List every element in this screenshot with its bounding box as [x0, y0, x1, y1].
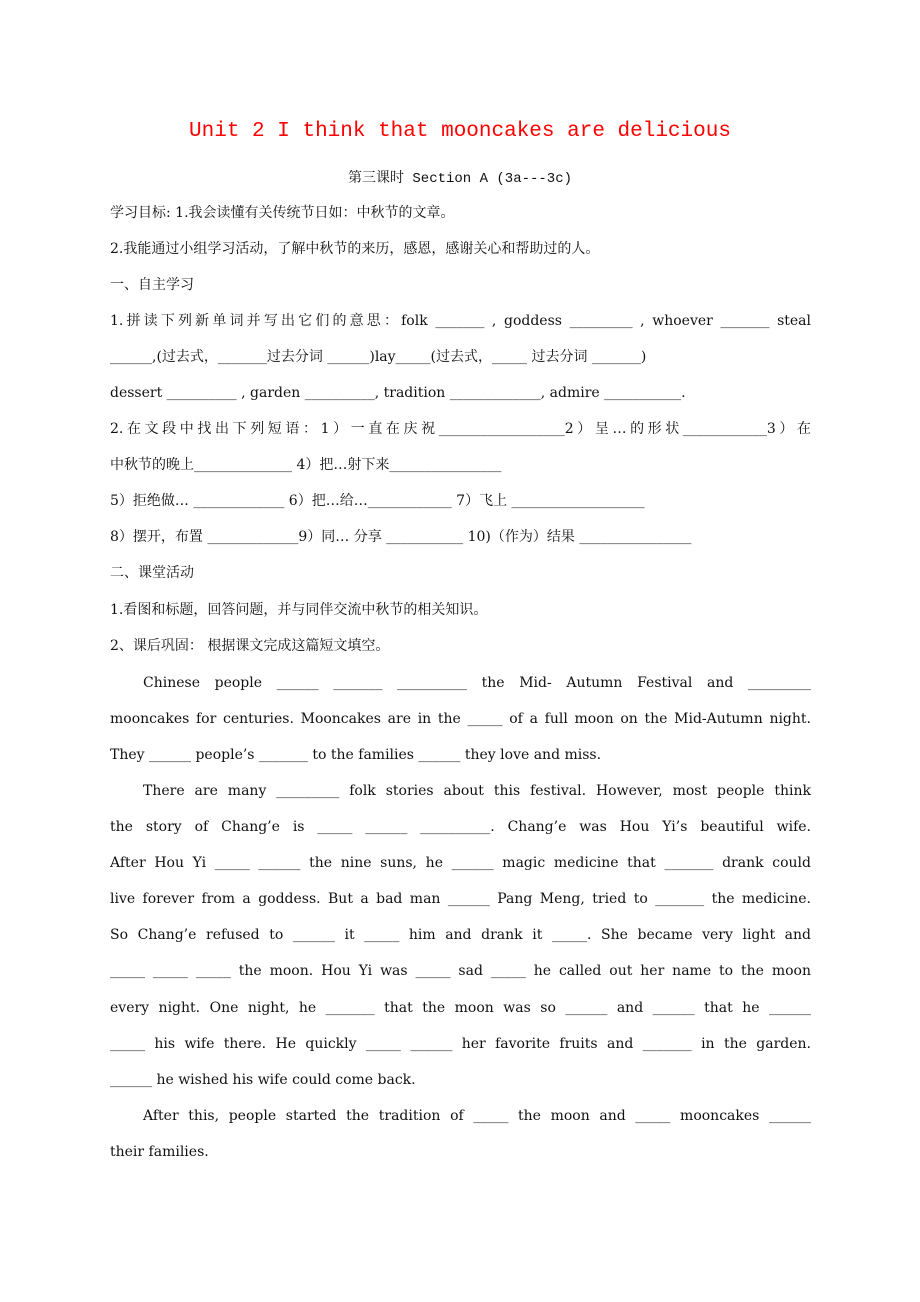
passage-line: every night. One night, he _______ that the moon was so ______ and ______ that he ______ [110, 1000, 811, 1016]
phrases-line-3: 5）拒绝做… _____________ 6）把…给…____________ 7）飞上 ___________________ [110, 493, 645, 509]
passage-line: After this, people started the tradition of _____ the moon and _____ mooncakes ______ [143, 1108, 811, 1124]
document-title: Unit 2 I think that mooncakes are delicious [189, 120, 731, 143]
activity-1: 1.看图和标题，回答问题，并与同伴交流中秋节的相关知识。 [110, 602, 488, 618]
passage-line: Chinese people ______ _______ __________ the Mid- Autumn Festival and _________ [143, 675, 811, 691]
passage-line: mooncakes for centuries. Mooncakes are in the _____ of a full moon on the Mid-Autumn night. [110, 711, 811, 727]
activity-2: 2、课后巩固： 根据课文完成这篇短文填空。 [110, 638, 390, 654]
passage-line: After Hou Yi _____ ______ the nine suns, he ______ magic medicine that _______ drank could [110, 855, 811, 871]
phrases-line-1: 2.在文段中找出下列短语：1）一直在庆祝__________________2）呈…的形状____________3）在 [110, 421, 811, 437]
passage-line: So Chang’e refused to ______ it _____ him and drank it _____. She became very light and [110, 927, 811, 943]
passage-line: _____ _____ _____ the moon. Hou Yi was _____ sad _____ he called out her name to the moon [110, 963, 811, 979]
passage-line: There are many _________ folk stories about this festival. However, most people think [143, 783, 811, 799]
vocab-line-2: ______,(过去式，_______过去分词 ______)lay_____(过去式，_____ 过去分词 _______) [110, 349, 647, 365]
vocab-line-1: 1.拼读下列新单词并写出它们的意思：folk _______ , goddess _________ , whoever _______ steal [110, 313, 811, 329]
passage-line: _____ his wife there. He quickly _____ ______ her favorite fruits and _______ in the garden. [110, 1036, 811, 1052]
lesson-subtitle: 第三课时 Section A (3a---3c) [347, 171, 573, 187]
objective-1: 学习目标: 1.我会读懂有关传统节日如：中秋节的文章。 [110, 205, 455, 221]
passage-line: live forever from a goddess. But a bad man ______ Pang Meng, tried to _______ the medicine. [110, 891, 811, 907]
phrases-line-2: 中秋节的晚上______________ 4）把…射下来________________ [110, 457, 502, 473]
passage-line: They ______ people’s _______ to the families ______ they love and miss. [110, 747, 602, 763]
phrases-line-4: 8）摆开，布置 _____________9）同… 分享 ___________ 10)（作为）结果 ________________ [110, 529, 692, 545]
passage-line: the story of Chang’e is _____ ______ __________. Chang’e was Hou Yi’s beautiful wife. [110, 819, 811, 835]
vocab-line-3: dessert __________ , garden __________, tradition _____________, admire ___________. [110, 385, 686, 401]
objective-2: 2.我能通过小组学习活动，了解中秋节的来历，感恩，感谢关心和帮助过的人。 [110, 241, 600, 257]
section-heading-class-activity: 二、课堂活动 [110, 565, 194, 581]
section-heading-self-study: 一、自主学习 [110, 277, 194, 293]
passage-line: their families. [110, 1144, 209, 1160]
passage-line: ______ he wished his wife could come back. [110, 1072, 416, 1088]
